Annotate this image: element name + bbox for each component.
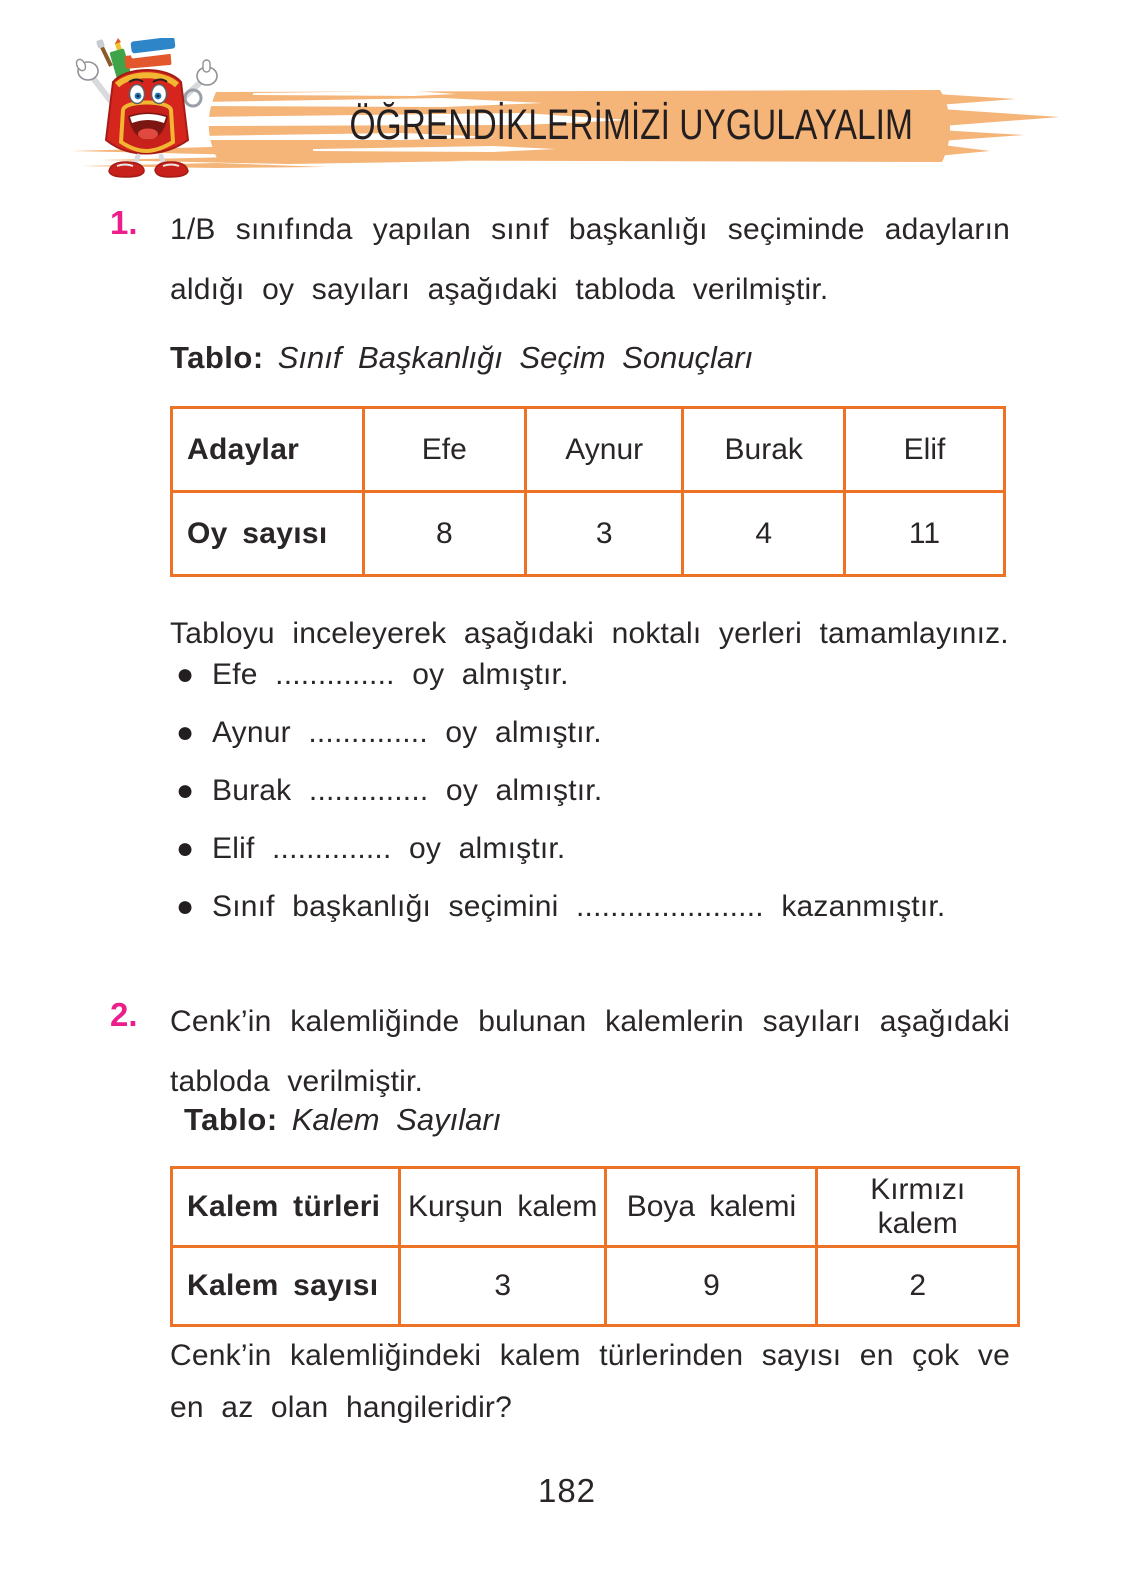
bullet-icon: ● [176, 774, 195, 807]
table-cell: 11 [845, 492, 1005, 576]
pencils-table [170, 1166, 1020, 1327]
section-title: ÖĞRENDİKLERİMİZİ UYGULAYALIM [349, 100, 913, 149]
bullet-icon: ● [176, 658, 195, 691]
list-item-text: Elif .............. oy almıştır. [212, 832, 566, 865]
shoes-icon [109, 162, 188, 177]
table-2-title: Kalem Sayıları [291, 1102, 502, 1137]
glove-right-icon [197, 60, 217, 85]
section-banner [198, 80, 1064, 170]
votes-table-header-row [172, 408, 1005, 492]
table-cell: Kurşun kalem [399, 1168, 606, 1247]
list-item [176, 832, 1016, 890]
votes-table [170, 406, 1006, 577]
list-item [176, 658, 1016, 716]
table-cell: Kalem sayısı [172, 1247, 400, 1326]
list-item [176, 890, 1016, 948]
list-item-text: Efe .............. oy almıştır. [212, 658, 569, 691]
table-cell: Kalem türleri [172, 1168, 400, 1247]
table-1-label: Tablo: [170, 340, 264, 375]
table-cell: Boya kalemi [606, 1168, 817, 1247]
question-2-number: 2. [110, 996, 138, 1033]
table-2-label: Tablo: [184, 1102, 278, 1137]
glove-left-icon [75, 58, 98, 80]
table-2-caption [184, 1102, 501, 1138]
table-cell: Aynur [526, 408, 683, 492]
table-1-title: Sınıf Başkanlığı Seçim Sonuçları [277, 340, 754, 375]
question-1-text: 1/B sınıfında yapılan sınıf başkanlığı seçiminde adayların aldığı oy sayıları aşağıdaki tabloda verilmiştir. [170, 213, 1010, 306]
pencils-table-header-row [172, 1168, 1019, 1247]
fill-in-list [176, 658, 1016, 948]
list-item-text: Burak .............. oy almıştır. [212, 774, 603, 807]
list-item-text: Aynur .............. oy almıştır. [212, 716, 602, 749]
table-1-caption [170, 340, 753, 376]
votes-table-values-row [172, 492, 1005, 576]
table-cell: 3 [526, 492, 683, 576]
table-cell: Efe [363, 408, 525, 492]
table-cell: Elif [845, 408, 1005, 492]
table-cell: Kırmızı kalem [817, 1168, 1019, 1247]
bullet-icon: ● [176, 716, 195, 749]
table-cell: 3 [399, 1247, 606, 1326]
question-1-number: 1. [110, 204, 138, 241]
table-cell: Oy sayısı [172, 492, 364, 576]
table-cell: 9 [606, 1247, 817, 1326]
bullet-icon: ● [176, 890, 195, 923]
table-cell: 2 [817, 1247, 1019, 1326]
question-1-instruction: Tabloyu inceleyerek aşağıdaki noktalı yerleri tamamlayınız. [170, 617, 1009, 650]
page-number: 182 [537, 1472, 597, 1509]
backpack-mascot-icon [66, 38, 228, 178]
table-cell: Adaylar [172, 408, 364, 492]
table-cell: Burak [683, 408, 845, 492]
table-cell: 8 [363, 492, 525, 576]
question-2-text: Cenk’in kalemliğinde bulunan kalemlerin sayıları aşağıdaki tabloda verilmiştir. [170, 1005, 1010, 1098]
table-cell: 4 [683, 492, 845, 576]
list-item [176, 716, 1016, 774]
list-item-text: Sınıf başkanlığı seçimini ...................... kazanmıştır. [212, 890, 946, 923]
list-item [176, 774, 1016, 832]
question-2-question: Cenk’in kalemliğindeki kalem türlerinden sayısı en çok ve en az olan hangileridir? [170, 1339, 1010, 1424]
bullet-icon: ● [176, 832, 195, 865]
pencils-table-values-row [172, 1247, 1019, 1326]
